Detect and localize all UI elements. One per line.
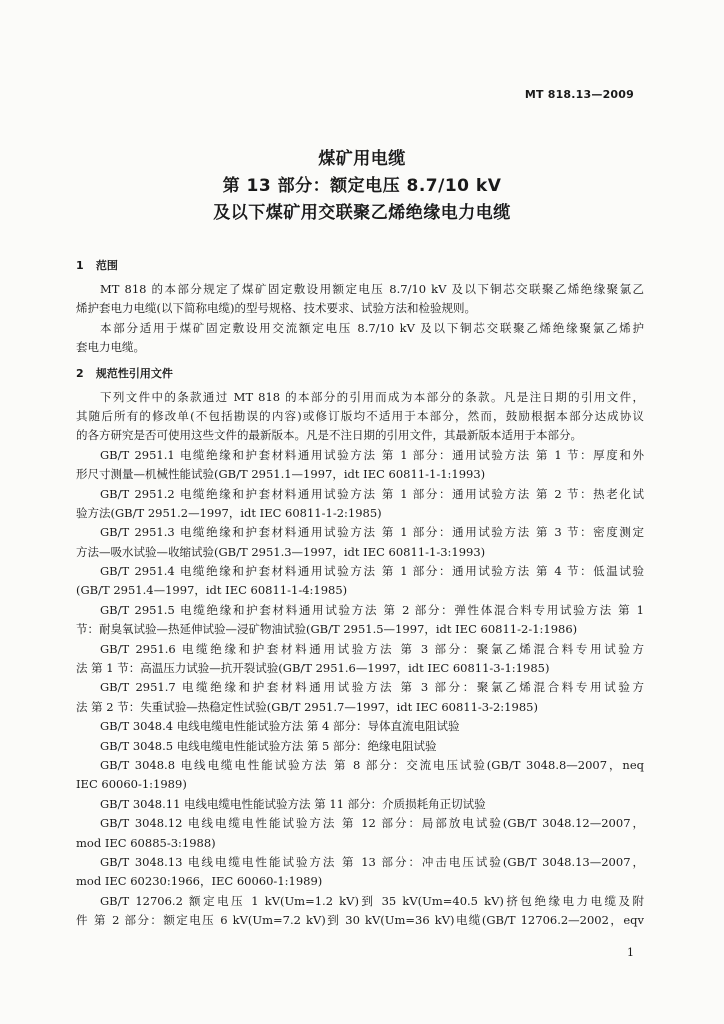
reference-line: GB/T 3048.11 电线电缆电性能试验方法 第 11 部分：介质损耗角正切试验 (100, 796, 486, 811)
reference-line: 件 第 2 部分：额定电压 6 kV(Um=7.2 kV)到 30 kV(Um=36 kV)电缆(GB/T 12706.2—2002，eqv (76, 913, 644, 928)
section-heading-scope (76, 256, 644, 276)
reference-line: GB/T 2951.1 电缆绝缘和护套材料通用试验方法 第 1 部分：通用试验方法 第 1 节：厚度和外 (100, 447, 644, 462)
paragraph-line: MT 818 的本部分规定了煤矿固定敷设用额定电压 8.7/10 kV 及以下铜芯交联聚乙烯绝缘聚氯乙 (100, 282, 644, 296)
paragraph-line: 其随后所有的修改单(不包括勘误的内容)或修订版均不适用于本部分，然而，鼓励根据本部分达成协议 (76, 408, 644, 423)
paragraph-line: 下列文件中的条款通过 MT 818 的本部分的引用而成为本部分的条款。凡是注日期的引用文件， (100, 389, 644, 404)
reference-line: (GB/T 2951.4—1997，idt IEC 60811-1-4:1985) (76, 583, 348, 598)
reference-line: 形尺寸测量—机械性能试验(GB/T 2951.1—1997，idt IEC 60811-1-1:1993) (76, 467, 486, 482)
reference-line: 验方法(GB/T 2951.2—1997，idt IEC 60811-1-2:1985) (76, 505, 382, 520)
reference-line: GB/T 12706.2 额定电压 1 kV(Um=1.2 kV)到 35 kV(Um=40.5 kV)挤包绝缘电力电缆及附 (100, 893, 644, 908)
reference-line: GB/T 2951.6 电缆绝缘和护套材料通用试验方法 第 3 部分：聚氯乙烯混合料专用试验方 (100, 641, 644, 656)
reference-line: GB/T 3048.5 电线电缆电性能试验方法 第 5 部分：绝缘电阻试验 (100, 738, 437, 753)
standard-code: MT 818.13—2009 (524, 88, 634, 101)
title-line-1: 煤矿用电缆 (318, 149, 406, 169)
section-number: 1 (76, 259, 84, 272)
document-body (76, 256, 644, 931)
reference-line: 法 第 2 节：失重试验—热稳定性试验(GB/T 2951.7—1997，idt IEC 60811-3-2:1985) (76, 699, 538, 714)
paragraph-line: 本部分适用于煤矿固定敷设用交流额定电压 8.7/10 kV 及以下铜芯交联聚乙烯绝缘聚氯乙烯护 (100, 320, 644, 335)
paragraph-line: 的各方研究是否可使用这些文件的最新版本。凡是不注日期的引用文件，其最新版本适用于本部分。 (76, 428, 582, 443)
title-line-2: 第 13 部分：额定电压 8.7/10 kV (222, 176, 502, 196)
reference-line: GB/T 2951.7 电缆绝缘和护套材料通用试验方法 第 3 部分：聚氯乙烯混合料专用试验方 (100, 680, 644, 695)
reference-line: GB/T 2951.4 电缆绝缘和护套材料通用试验方法 第 1 部分：通用试验方法 第 4 节：低温试验 (100, 564, 644, 579)
reference-line: GB/T 3048.12 电线电缆电性能试验方法 第 12 部分：局部放电试验(GB/T 3048.12—2007， (100, 816, 644, 831)
reference-line: mod IEC 60885-3:1988) (76, 835, 216, 850)
reference-line: GB/T 3048.4 电线电缆电性能试验方法 第 4 部分：导体直流电阻试验 (100, 719, 460, 734)
section-title: 规范性引用文件 (95, 366, 173, 380)
reference-line: 方法—吸水试验—收缩试验(GB/T 2951.3—1997，idt IEC 60811-1-3:1993) (76, 544, 486, 559)
section-title: 范围 (95, 259, 118, 272)
section-number: 2 (76, 366, 84, 380)
reference-line: mod IEC 60230:1966，IEC 60060-1:1989) (76, 874, 323, 889)
document-title (0, 146, 724, 227)
reference-line: GB/T 2951.3 电缆绝缘和护套材料通用试验方法 第 1 部分：通用试验方法 第 3 节：密度测定 (100, 525, 644, 540)
reference-line: GB/T 2951.2 电缆绝缘和护套材料通用试验方法 第 1 部分：通用试验方法 第 2 节：热老化试 (100, 486, 644, 501)
reference-line: IEC 60060-1:1989) (76, 777, 187, 792)
paragraph-line: 烯护套电力电缆(以下简称电缆)的型号规格、技术要求、试验方法和检验规则。 (76, 301, 476, 316)
section-heading-normative-references (76, 364, 644, 384)
reference-line: GB/T 2951.5 电缆绝缘和护套材料通用试验方法 第 2 部分：弹性体混合料专用试验方法 第 1 (100, 602, 644, 617)
paragraph-line: 套电力电缆。 (76, 340, 145, 355)
reference-line: GB/T 3048.8 电线电缆电性能试验方法 第 8 部分：交流电压试验(GB/T 3048.8—2007，neq (100, 757, 644, 772)
reference-line: 法 第 1 节：高温压力试验—抗开裂试验(GB/T 2951.6—1997，idt IEC 60811-3-1:1985) (76, 661, 550, 676)
page-number: 1 (627, 946, 634, 959)
title-line-3: 及以下煤矿用交联聚乙烯绝缘电力电缆 (213, 203, 511, 223)
reference-line: 节：耐臭氧试验—热延伸试验—浸矿物油试验(GB/T 2951.5—1997，idt IEC 60811-2-1:1986) (76, 622, 578, 637)
reference-line: GB/T 3048.13 电线电缆电性能试验方法 第 13 部分：冲击电压试验(GB/T 3048.13—2007， (100, 854, 644, 869)
